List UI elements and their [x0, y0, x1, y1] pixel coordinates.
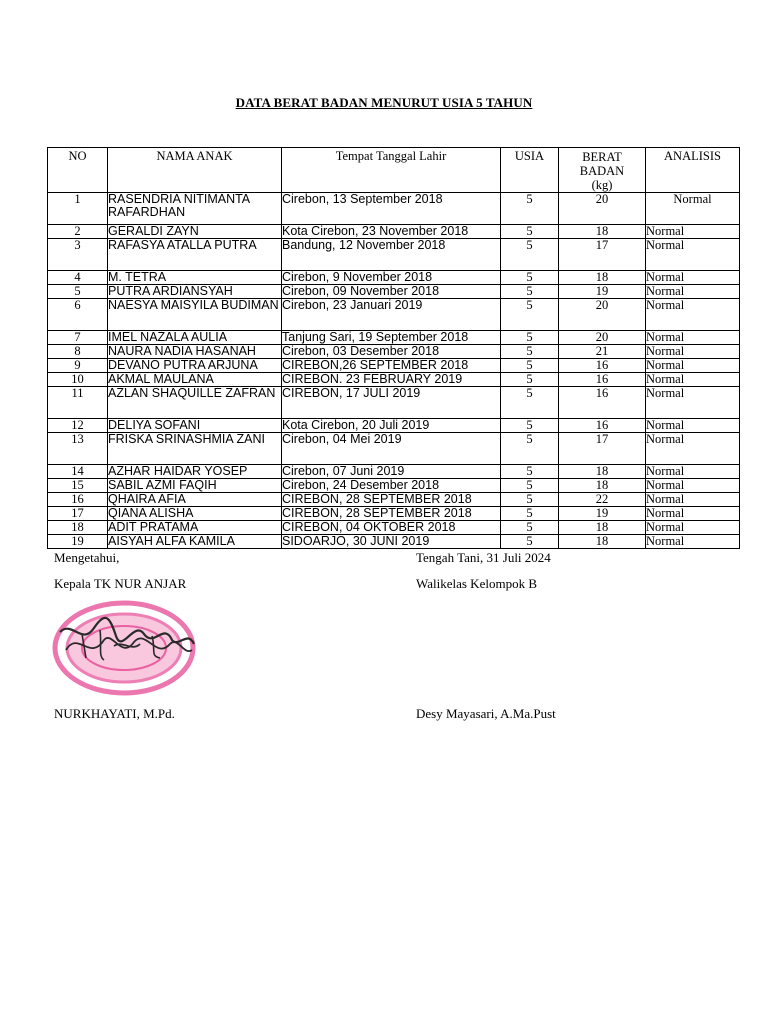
document-title: DATA BERAT BADAN MENURUT USIA 5 TAHUN	[235, 95, 533, 110]
cell-nama: NAESYA MAISYILA BUDIMAN	[108, 299, 282, 331]
table-row	[48, 299, 740, 331]
cell-nama: AISYAH ALFA KAMILA	[108, 535, 282, 549]
cell-analisis: Normal	[646, 345, 740, 359]
cell-berat: 19	[559, 507, 646, 521]
table-row	[48, 285, 740, 299]
cell-nama: IMEL NAZALA AULIA	[108, 331, 282, 345]
cell-ttl: Cirebon, 09 November 2018	[282, 285, 501, 299]
cell-usia: 5	[501, 521, 559, 535]
cell-nama: AKMAL MAULANA	[108, 373, 282, 387]
cell-usia: 5	[501, 419, 559, 433]
cell-no: 16	[48, 493, 108, 507]
cell-ttl: Tanjung Sari, 19 September 2018	[282, 331, 501, 345]
cell-berat: 21	[559, 345, 646, 359]
table-row	[48, 479, 740, 493]
cell-nama: SABIL AZMI FAQIH	[108, 479, 282, 493]
cell-berat: 20	[559, 299, 646, 331]
cell-ttl: Bandung, 12 November 2018	[282, 239, 501, 271]
cell-berat: 19	[559, 285, 646, 299]
cell-analisis: Normal	[646, 479, 740, 493]
weight-table	[47, 147, 740, 549]
cell-nama: QHAIRA AFIA	[108, 493, 282, 507]
cell-usia: 5	[501, 507, 559, 521]
cell-nama: AZHAR HAIDAR YOSEP	[108, 465, 282, 479]
cell-berat: 18	[559, 521, 646, 535]
table-row	[48, 535, 740, 549]
cell-berat: 18	[559, 225, 646, 239]
cell-no: 6	[48, 299, 108, 331]
cell-nama: GERALDI ZAYN	[108, 225, 282, 239]
table-row	[48, 331, 740, 345]
table-row	[48, 193, 740, 225]
header-usia: USIA	[501, 148, 559, 193]
table-row	[48, 373, 740, 387]
cell-usia: 5	[501, 535, 559, 549]
sig-left-line2: Kepala TK NUR ANJAR	[54, 576, 187, 591]
cell-ttl: CIREBON, 28 SEPTEMBER 2018	[282, 493, 501, 507]
cell-nama: NAURA NADIA HASANAH	[108, 345, 282, 359]
cell-ttl: CIREBON. 23 FEBRUARY 2019	[282, 373, 501, 387]
cell-analisis: Normal	[646, 285, 740, 299]
table-row	[48, 465, 740, 479]
cell-usia: 5	[501, 271, 559, 285]
cell-no: 19	[48, 535, 108, 549]
cell-analisis: Normal	[646, 299, 740, 331]
cell-usia: 5	[501, 465, 559, 479]
cell-no: 14	[48, 465, 108, 479]
cell-analisis: Normal	[646, 507, 740, 521]
cell-berat: 18	[559, 479, 646, 493]
cell-ttl: Cirebon, 04 Mei 2019	[282, 433, 501, 465]
header-analisis: ANALISIS	[646, 148, 740, 193]
cell-usia: 5	[501, 299, 559, 331]
sig-right-name: Desy Mayasari, A.Ma.Pust	[416, 706, 556, 721]
table-row	[48, 359, 740, 373]
header-nama: NAMA ANAK	[108, 148, 282, 193]
cell-analisis: Normal	[646, 193, 740, 225]
table-row	[48, 493, 740, 507]
header-berat	[559, 148, 646, 193]
school-stamp-icon	[52, 600, 198, 696]
sig-right-line2: Walikelas Kelompok B	[416, 576, 537, 591]
header-berat-line3: (kg)	[591, 178, 613, 192]
cell-analisis: Normal	[646, 535, 740, 549]
cell-analisis: Normal	[646, 419, 740, 433]
cell-analisis: Normal	[646, 225, 740, 239]
cell-usia: 5	[501, 331, 559, 345]
cell-nama: RASENDRIA NITIMANTA RAFARDHAN	[108, 193, 282, 225]
cell-berat: 17	[559, 239, 646, 271]
cell-analisis: Normal	[646, 465, 740, 479]
table-row	[48, 433, 740, 465]
cell-no: 12	[48, 419, 108, 433]
cell-no: 9	[48, 359, 108, 373]
cell-no: 3	[48, 239, 108, 271]
sig-left-line1: Mengetahui,	[54, 550, 120, 565]
cell-nama: ADIT PRATAMA	[108, 521, 282, 535]
cell-usia: 5	[501, 373, 559, 387]
cell-usia: 5	[501, 433, 559, 465]
table-row	[48, 345, 740, 359]
cell-berat: 22	[559, 493, 646, 507]
sig-right-line1: Tengah Tani, 31 Juli 2024	[416, 550, 551, 565]
cell-analisis: Normal	[646, 239, 740, 271]
cell-no: 15	[48, 479, 108, 493]
cell-no: 1	[48, 193, 108, 225]
header-no: NO	[48, 148, 108, 193]
cell-ttl: Kota Cirebon, 20 Juli 2019	[282, 419, 501, 433]
cell-no: 10	[48, 373, 108, 387]
cell-no: 18	[48, 521, 108, 535]
sig-left-name: NURKHAYATI, M.Pd.	[54, 706, 175, 721]
cell-nama: FRISKA SRINASHMIA ZANI	[108, 433, 282, 465]
cell-analisis: Normal	[646, 493, 740, 507]
cell-no: 2	[48, 225, 108, 239]
cell-usia: 5	[501, 239, 559, 271]
cell-analisis: Normal	[646, 331, 740, 345]
cell-usia: 5	[501, 387, 559, 419]
table-row	[48, 387, 740, 419]
cell-berat: 16	[559, 419, 646, 433]
cell-ttl: Cirebon, 24 Desember 2018	[282, 479, 501, 493]
cell-ttl: CIREBON, 04 OKTOBER 2018	[282, 521, 501, 535]
table-row	[48, 507, 740, 521]
cell-analisis: Normal	[646, 521, 740, 535]
cell-no: 7	[48, 331, 108, 345]
cell-analisis: Normal	[646, 271, 740, 285]
cell-no: 5	[48, 285, 108, 299]
table-body	[48, 193, 740, 549]
cell-ttl: Cirebon, 07 Juni 2019	[282, 465, 501, 479]
cell-usia: 5	[501, 285, 559, 299]
cell-ttl: Cirebon, 23 Januari 2019	[282, 299, 501, 331]
cell-ttl: CIREBON,26 SEPTEMBER 2018	[282, 359, 501, 373]
cell-no: 17	[48, 507, 108, 521]
cell-berat: 18	[559, 465, 646, 479]
cell-nama: DELIYA SOFANI	[108, 419, 282, 433]
cell-no: 4	[48, 271, 108, 285]
cell-no: 11	[48, 387, 108, 419]
cell-berat: 17	[559, 433, 646, 465]
cell-berat: 18	[559, 271, 646, 285]
cell-nama: AZLAN SHAQUILLE ZAFRAN	[108, 387, 282, 419]
cell-no: 8	[48, 345, 108, 359]
cell-nama: PUTRA ARDIANSYAH	[108, 285, 282, 299]
cell-nama: M. TETRA	[108, 271, 282, 285]
table-row	[48, 521, 740, 535]
cell-ttl: Cirebon, 03 Desember 2018	[282, 345, 501, 359]
cell-nama: QIANA ALISHA	[108, 507, 282, 521]
cell-analisis: Normal	[646, 387, 740, 419]
table-row	[48, 225, 740, 239]
cell-ttl: Kota Cirebon, 23 November 2018	[282, 225, 501, 239]
cell-berat: 16	[559, 387, 646, 419]
cell-berat: 20	[559, 193, 646, 225]
header-berat-line1: BERAT	[582, 150, 622, 164]
cell-analisis: Normal	[646, 433, 740, 465]
cell-usia: 5	[501, 479, 559, 493]
header-ttl: Tempat Tanggal Lahir	[282, 148, 501, 193]
cell-berat: 18	[559, 535, 646, 549]
cell-usia: 5	[501, 193, 559, 225]
cell-usia: 5	[501, 493, 559, 507]
cell-ttl: Cirebon, 9 November 2018	[282, 271, 501, 285]
cell-berat: 16	[559, 373, 646, 387]
cell-ttl: SIDOARJO, 30 JUNI 2019	[282, 535, 501, 549]
table-row	[48, 419, 740, 433]
cell-ttl: CIREBON, 28 SEPTEMBER 2018	[282, 507, 501, 521]
cell-berat: 20	[559, 331, 646, 345]
cell-usia: 5	[501, 345, 559, 359]
cell-no: 13	[48, 433, 108, 465]
cell-usia: 5	[501, 359, 559, 373]
cell-ttl: Cirebon, 13 September 2018	[282, 193, 501, 225]
cell-berat: 16	[559, 359, 646, 373]
table-row	[48, 239, 740, 271]
table-row	[48, 271, 740, 285]
table-header-row	[48, 148, 740, 193]
cell-analisis: Normal	[646, 359, 740, 373]
cell-nama: RAFASYA ATALLA PUTRA	[108, 239, 282, 271]
cell-analisis: Normal	[646, 373, 740, 387]
cell-usia: 5	[501, 225, 559, 239]
cell-ttl: CIREBON, 17 JULI 2019	[282, 387, 501, 419]
header-berat-line2: BADAN	[579, 164, 625, 178]
cell-nama: DEVANO PUTRA ARJUNA	[108, 359, 282, 373]
